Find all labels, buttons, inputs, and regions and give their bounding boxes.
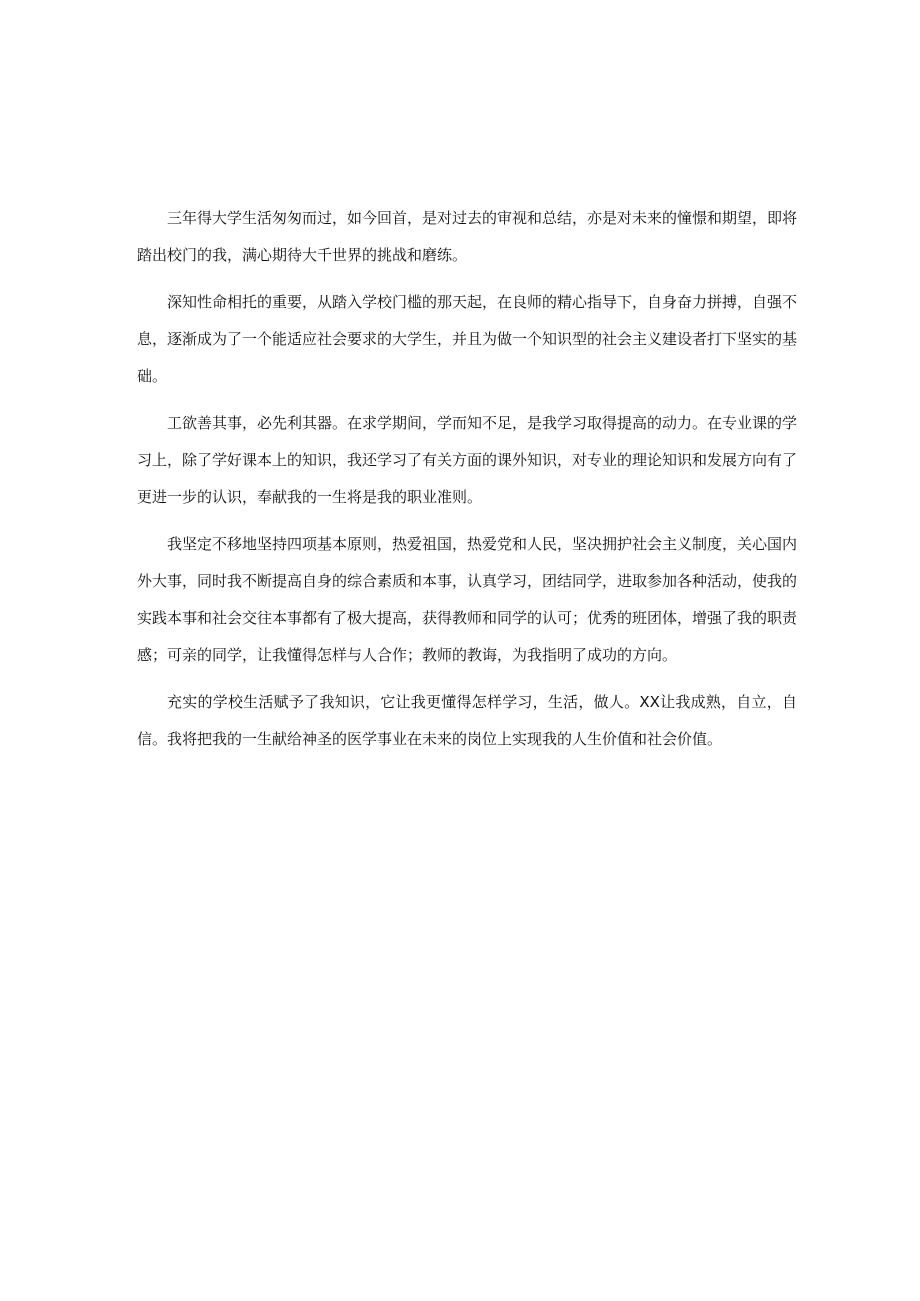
paragraph-2: 深知性命相托的重要，从踏入学校门槛的那天起，在良师的精心指导下，自身奋力拼搏，自强不息，逐渐成为了一个能适应社会要求的大学生，并且为做一个知识型的社会主义建设者打下坚实的基础。 bbox=[137, 293, 798, 385]
paragraph-5: 充实的学校生活赋予了我知识，它让我更懂得怎样学习，生活，做人。XX让我成熟，自立，自信。我将把我的一生献给神圣的医学事业在未来的岗位上实现我的人生价值和社会价值。 bbox=[137, 693, 797, 748]
paragraph-3: 工欲善其事，必先利其器。在求学期间，学而知不足，是我学习取得提高的动力。在专业课的学习上，除了学好课本上的知识，我还学习了有关方面的课外知识，对专业的理论知识和发展方向有了更进一步的认识，奉献我的一生将是我的职业准则。 bbox=[137, 414, 798, 506]
paragraph-1: 三年得大学生活匆匆而过，如今回首，是对过去的审视和总结，亦是对未来的憧憬和期望，即将踏出校门的我，满心期待大千世界的挑战和磨练。 bbox=[137, 209, 798, 264]
paragraph-4: 我坚定不移地坚持四项基本原则，热爱祖国，热爱党和人民，坚决拥护社会主义制度，关心国内外大事，同时我不断提高自身的综合素质和本事，认真学习，团结同学，进取参加各种活动，使我的实践本事和社会交往本事都有了极大提高，获得教师和同学的认可；优秀的班团体，增强了我的职责感；可亲的同学，让我懂得怎样与人合作；教师的教诲，为我指明了成功的方向。 bbox=[137, 535, 798, 664]
document-body bbox=[137, 200, 797, 768]
